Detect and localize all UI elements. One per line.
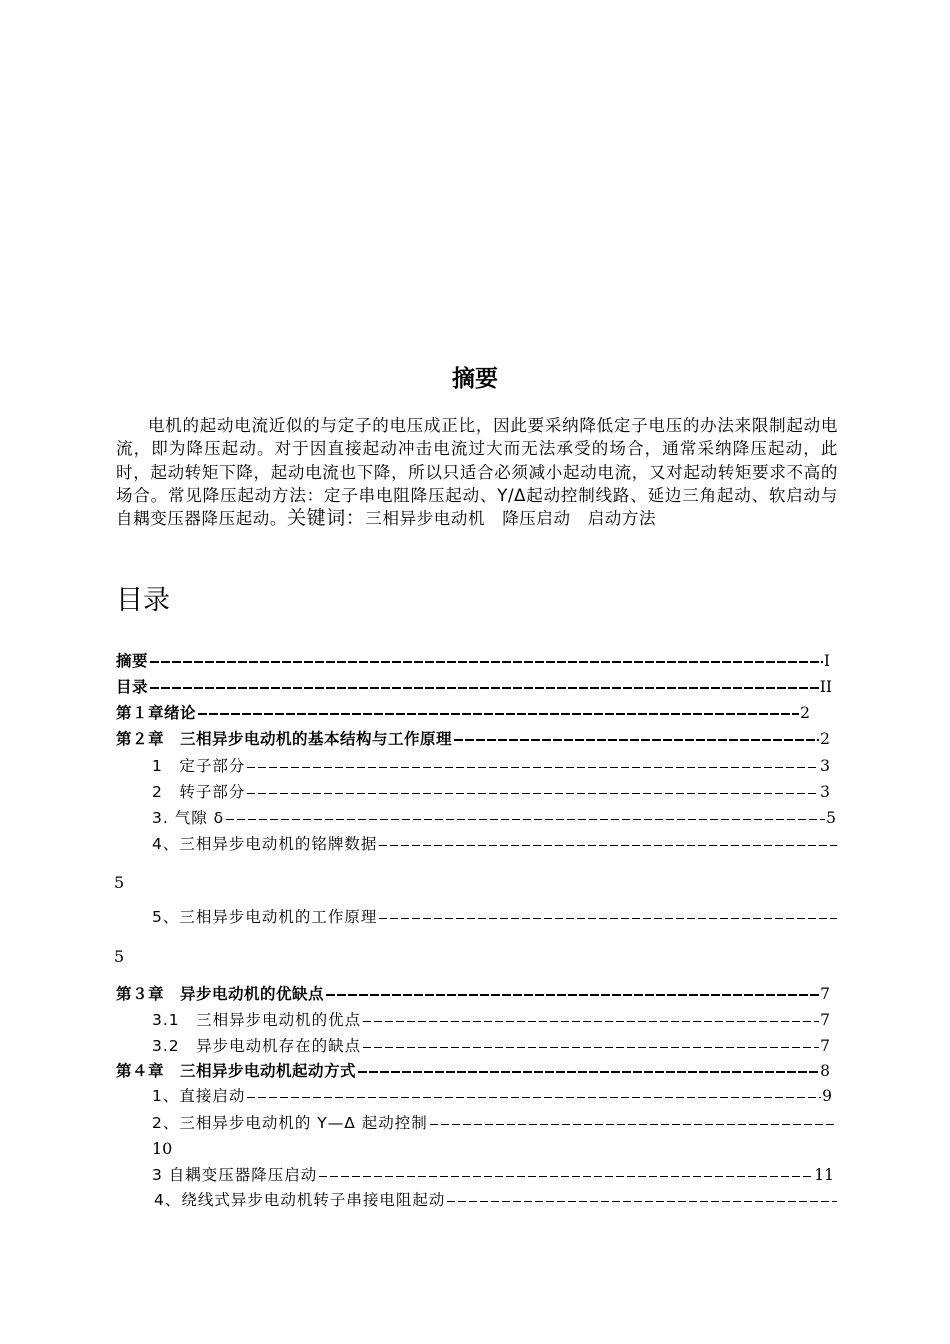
abstract-text: 电机的起动电流近似的与定子的电压成正比，因此要采纳降低定子电压的办法来限制起动电流，即为降压起动。对于因直接起动冲击电流过大而无法承受的场合，通常采纳降压起动，此时，起动转矩下降，起动电流也下降，所以只适合必须减小起动电流，又对起动转矩要求不高的场合。常见降压起动方法：定子串电阻降压起动、Y/Δ起动控制线路、延边三角起动、软启动与自耦变压器降压起动。 [116,416,838,529]
toc-entry-page: 3 [820,757,830,775]
toc-leader [326,994,819,996]
keywords: 三相异步电动机 降压启动 启动方法 [365,509,657,529]
toc-entry-2-3[interactable] [152,807,836,829]
toc-entry-3-2[interactable] [152,1035,830,1057]
toc-entry-label: 3 自耦变压器降压启动 [152,1166,318,1184]
toc-leader [363,1021,819,1022]
toc-entry-page: 5 [114,873,125,892]
toc-entry-label: 2 转子部分 [152,783,246,801]
toc-entry-page: 11 [814,1166,834,1184]
toc-entry-label: 3. 气隙 δ [152,809,225,827]
toc-leader [447,1201,837,1202]
toc-entry-4-1[interactable] [152,1085,832,1107]
toc-entry-4-3[interactable] [152,1164,834,1186]
abstract-body [116,414,838,530]
toc-leader [226,819,825,820]
toc-entry-chapter-1[interactable] [116,702,810,724]
toc-leader [430,1124,837,1125]
toc-entry-label: 2、三相异步电动机的 Y—Δ 起动控制 [152,1114,428,1132]
toc-entry-label: 摘要 [116,652,149,670]
toc-entry-page: 5 [826,809,836,827]
toc-leader [247,793,819,794]
toc-entry-label: 1、直接启动 [152,1087,246,1105]
toc-entry-4-2[interactable] [152,1112,838,1134]
toc-entry-2-1[interactable] [152,755,830,777]
toc-entry-page: 5 [114,947,125,966]
toc-entry-label: 第２章 三相异步电动机的基本结构与工作原理 [116,730,453,748]
toc-entry-page: I [823,652,830,670]
toc-leader [379,845,837,846]
toc-entry-label: 3.1 三相异步电动机的优点 [152,1011,362,1029]
toc-entry-page: 7 [820,1037,830,1055]
toc-entry-label: 第４章 三相异步电动机起动方式 [116,1062,357,1080]
toc-entry-page: 8 [820,1062,830,1080]
toc-entry-2-4[interactable] [152,833,838,855]
keywords-label: 关键词： [287,507,366,530]
toc-leader [454,739,819,741]
toc-leader [247,1097,821,1098]
toc-leader [358,1071,819,1073]
abstract-title: 摘要 [452,366,498,392]
toc-entry-page: 2 [800,704,810,722]
toc-leader [363,1047,819,1048]
toc-entry-label: 4、绕线式异步电动机转子串接电阻起动 [154,1191,446,1209]
toc-entry-label: 第３章 异步电动机的优缺点 [116,985,325,1003]
toc-entry-label: 4、三相异步电动机的铭牌数据 [152,835,378,853]
toc-entry-page: 7 [820,1011,830,1029]
toc-title: 目录 [116,585,170,616]
toc-leader [198,713,799,715]
toc-entry-page: 10 [152,1139,173,1158]
toc-entry-contents[interactable] [116,676,832,698]
toc-leader [247,767,819,768]
toc-entry-2-2[interactable] [152,781,830,803]
toc-entry-label: 5、三相异步电动机的工作原理 [152,908,378,926]
toc-entry-page: 3 [820,783,830,801]
toc-entry-3-1[interactable] [152,1009,830,1031]
toc-entry-chapter-2[interactable] [116,728,830,750]
toc-entry-2-5[interactable] [152,906,838,928]
toc-entry-label: 目录 [116,678,149,696]
toc-entry-page: 9 [822,1087,832,1105]
toc-entry-page: II [819,678,832,696]
toc-entry-4-4[interactable] [154,1189,838,1211]
toc-leader [319,1176,813,1177]
toc-entry-label: 1 定子部分 [152,757,246,775]
toc-entry-label: 第１章绪论 [116,704,197,722]
toc-entry-chapter-4[interactable] [116,1060,830,1082]
toc-entry-chapter-3[interactable] [116,983,830,1005]
toc-entry-page: 7 [820,985,830,1003]
toc-leader [150,661,823,663]
toc-entry-label: 3.2 异步电动机存在的缺点 [152,1037,362,1055]
toc-entry-abstract[interactable] [116,650,830,672]
toc-leader [379,918,837,919]
toc-entry-page: 2 [820,730,830,748]
toc-leader [150,687,819,689]
